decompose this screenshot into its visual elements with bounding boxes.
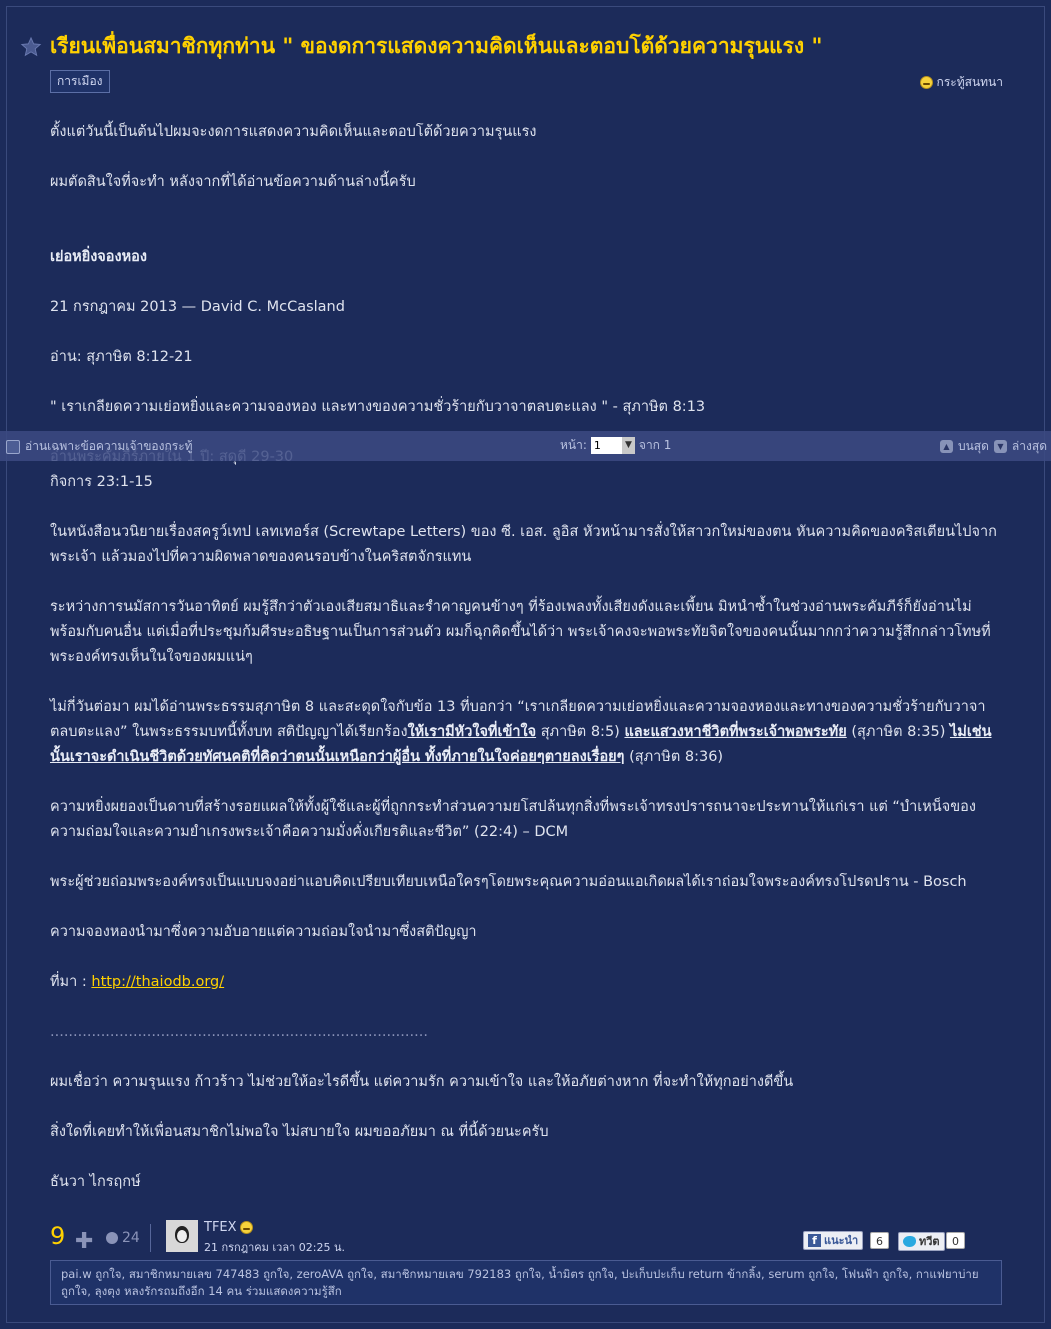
arrow-up-icon[interactable]: ▲ [940,440,953,453]
source-label: ที่มา : [50,974,92,990]
source-link[interactable]: http://thaiodb.org/ [91,974,225,990]
bottom-link[interactable]: ล่างสุด [1011,439,1047,453]
underlined-text: ให้เรามีหัวใจที่เข้าใจ [407,724,537,740]
thread-type-label: กระทู้สนทนา [936,75,1003,89]
chevron-down-icon: ▼ [622,437,635,454]
body-paragraph: ผมตัดสินใจที่จะทำ หลังจากที่ได้อ่านข้อความด้านล่างนี้ครับ [50,174,416,190]
comment-icon [106,1232,118,1244]
body-paragraph: ผมเชื่อว่า ความรุนแรง ก้าวร้าว ไม่ช่วยให้อะไรดีขึ้น แต่ความรัก ความเข้าใจ และให้อภัยต่างหาก ที่จะทำให้ทุกอย่างดีขึ้น [50,1074,794,1090]
text-run: สุภาษิต 8:5) [536,724,625,740]
page-of-label: จาก 1 [638,438,672,452]
twitter-icon [903,1236,916,1247]
tweet-button[interactable] [898,1232,945,1251]
avatar-face [177,1230,187,1242]
text-run: (สุภาษิต 8:35) [846,724,950,740]
text-run: ไม่กี่วันต่อมา ผมได้อ่านพระธรรมสุภาษิต 8 และสะดุดใจกับข้อ 13 ที่บอกว่า “เราเกลียดความเย่อหยิ่งและความจองหองและทางของความชั่วร้ายกับวาจาตลบตะแลง” ในพระธรรมบทนี้ทั้งบท สติปัญญาได้เรียกร้อง [50,699,986,740]
body-paragraph: สิ่งใดที่เคยทำให้เพื่อนสมาชิกไม่พอใจ ไม่สบายใจ ผมขออภัยมา ณ ที่นี้ด้วยนะครับ [50,1124,549,1140]
body-heading [50,245,1005,270]
facebook-icon: f [808,1234,821,1247]
author [204,1220,253,1235]
scroll-controls [940,437,1047,456]
tweet-count: 0 [946,1232,965,1249]
date-author: 21 กรกฎาคม 2013 — David C. McCasland [50,299,345,315]
owner-only-toggle[interactable] [6,437,193,456]
acts-ref: กิจการ 23:1-15 [50,474,153,490]
plus-icon[interactable]: ✚ [75,1229,94,1254]
fb-label: แนะนำ [824,1234,859,1247]
quote: " เราเกลียดความเย่อหยิ่งและความจองหอง และทางของความชั่วร้ายกับวาจาตลบตะแลง " - สุภาษิต 8:13 [50,399,706,415]
facebook-recommend-button[interactable] [803,1231,863,1250]
facebook-count: 6 [870,1232,889,1249]
smiley-icon [920,76,933,89]
page-selector [560,436,671,455]
signature: ธันวา ไกรฤกษ์ [50,1174,141,1190]
reading-ref: อ่าน: สุภาษิต 8:12-21 [50,349,193,365]
user-filter-icon [6,440,20,454]
topic-title: เรียนเพื่อนสมาชิกทุกท่าน " ของดการแสดงความคิดเห็นและตอบโต้ด้วยความรุนแรง " [50,34,823,58]
top-link[interactable]: บนสุด [957,439,989,453]
body-paragraph: พระผู้ช่วยถ่อมพระองค์ทรงเป็นแบบจงอย่าแอบคิดเปรียบเทียบเหนือใครๆโดยพระคุณความอ่อนแอเกิดผลได้เราถ่อมใจพระองค์ทรงโปรดปราน - Bosch [50,874,967,890]
body-paragraph: ในหนังสือนวนิยายเรื่องสครูว์เทป เลทเทอร์ส (Screwtape Letters) ของ ซี. เอส. ลูอิส หัวหน้ามารสั่งให้สาวกใหม่ของตน หันความคิดของคริสเตียนไปจากพระเจ้า แล้วมองไปที่ความผิดพลาดของคนรอบข้างในคริสตจักรแทน [50,524,997,565]
comment-count[interactable] [106,1230,140,1246]
body-paragraph [50,695,1005,770]
underlined-text: ไม่เช่นนั้นเราจะดำเนินชีวิตด้วยทัศนคติที่คิดว่าตนนั้นเหนือกว่าผู้อื่น ทั้งที่ภายในใจค่อยๆตายลงเรื่อยๆ [50,724,992,765]
body-paragraph: ความจองหองนำมาซึ่งความอับอายแต่ความถ่อมใจนำมาซึ่งสติปัญญา [50,924,477,940]
avatar[interactable] [166,1220,198,1252]
tw-label: ทวีต [919,1235,940,1248]
topic-tag[interactable]: การเมือง [50,70,110,93]
star-icon[interactable] [20,36,42,58]
body-paragraph: ระหว่างการนมัสการวันอาทิตย์ ผมรู้สึกว่าตัวเองเสียสมาธิและรำคาญคนข้างๆ ที่ร้องเพลงทั้งเสียงดังและเพี้ยน มิหนำซ้ำในช่วงอ่านพระคัมภีร์ก็ยังอ่านไม่พร้อมกับคนอื่น แต่เมื่อที่ประชุมก้มศีรษะอธิษฐานเป็นการส่วนตัว ผมก็ฉุกคิดขึ้นได้ว่า พระเจ้าคงจะพอพระทัยจิตใจของคนนั้นมากกว่าความรู้สึกกล่าวโทษที่พระองค์ทรงเห็นในใจของผมแน่ๆ [50,599,991,665]
author-name[interactable]: TFEX [204,1220,237,1235]
source-line [50,970,1005,995]
underlined-text: และแสวงหาชีวิตที่พระเจ้าพอพระทัย [624,724,847,740]
vote-score: 9 [50,1222,66,1250]
dotted-separator: .................................................................................. [50,1024,428,1040]
post-time: 21 กรกฎาคม เวลา 02:25 น. [204,1241,345,1254]
text-run: (สุภาษิต 8:36) [624,749,724,765]
arrow-down-icon[interactable]: ▼ [994,440,1007,453]
body-paragraph: ความหยิ่งผยองเป็นดาบที่สร้างรอยแผลให้ทั้งผู้ใช้และผู้ที่ถูกกระทำส่วนความยโสปล้นทุกสิ่งที่พระเจ้าทรงปรารถนาจะประทานให้แก่เรา แต่ “บำเหน็จของความถ่อมใจและความยำเกรงพระเจ้าคือความมั่งคั่งเกียรติและชีวิต” (22:4) – DCM [50,799,976,840]
heading-text: เย่อหยิ่งจองหอง [50,249,147,265]
owner-only-label: อ่านเฉพาะข้อความเจ้าของกระทู้ [25,439,193,453]
page-label: หน้า: [560,438,587,452]
page-select[interactable] [591,437,635,454]
page-value: 1 [593,439,601,452]
divider [150,1224,151,1252]
smiley-icon [240,1221,253,1234]
floating-navbar [0,431,1051,461]
thread-type [920,73,1003,92]
comment-count-value: 24 [122,1230,140,1246]
likes-list: pai.w ถูกใจ, สมาชิกหมายเลข 747483 ถูกใจ, zeroAVA ถูกใจ, สมาชิกหมายเลข 792183 ถูกใจ, น้ำมิตร ถูกใจ, ปะเก็บปะเก็บ return ข้ากลิ้ง, serum ถูกใจ, โฟนฟ้า ถูกใจ, กาแฟยาบ่าย ถูกใจ, ลุงตุง หลงรักรถมถึงอีก 14 คน ร่วมแสดงความรู้สึก [50,1260,1002,1305]
body-paragraph: ตั้งแต่วันนี้เป็นต้นไปผมจะงดการแสดงความคิดเห็นและตอบโต้ด้วยความรุนแรง [50,124,537,140]
